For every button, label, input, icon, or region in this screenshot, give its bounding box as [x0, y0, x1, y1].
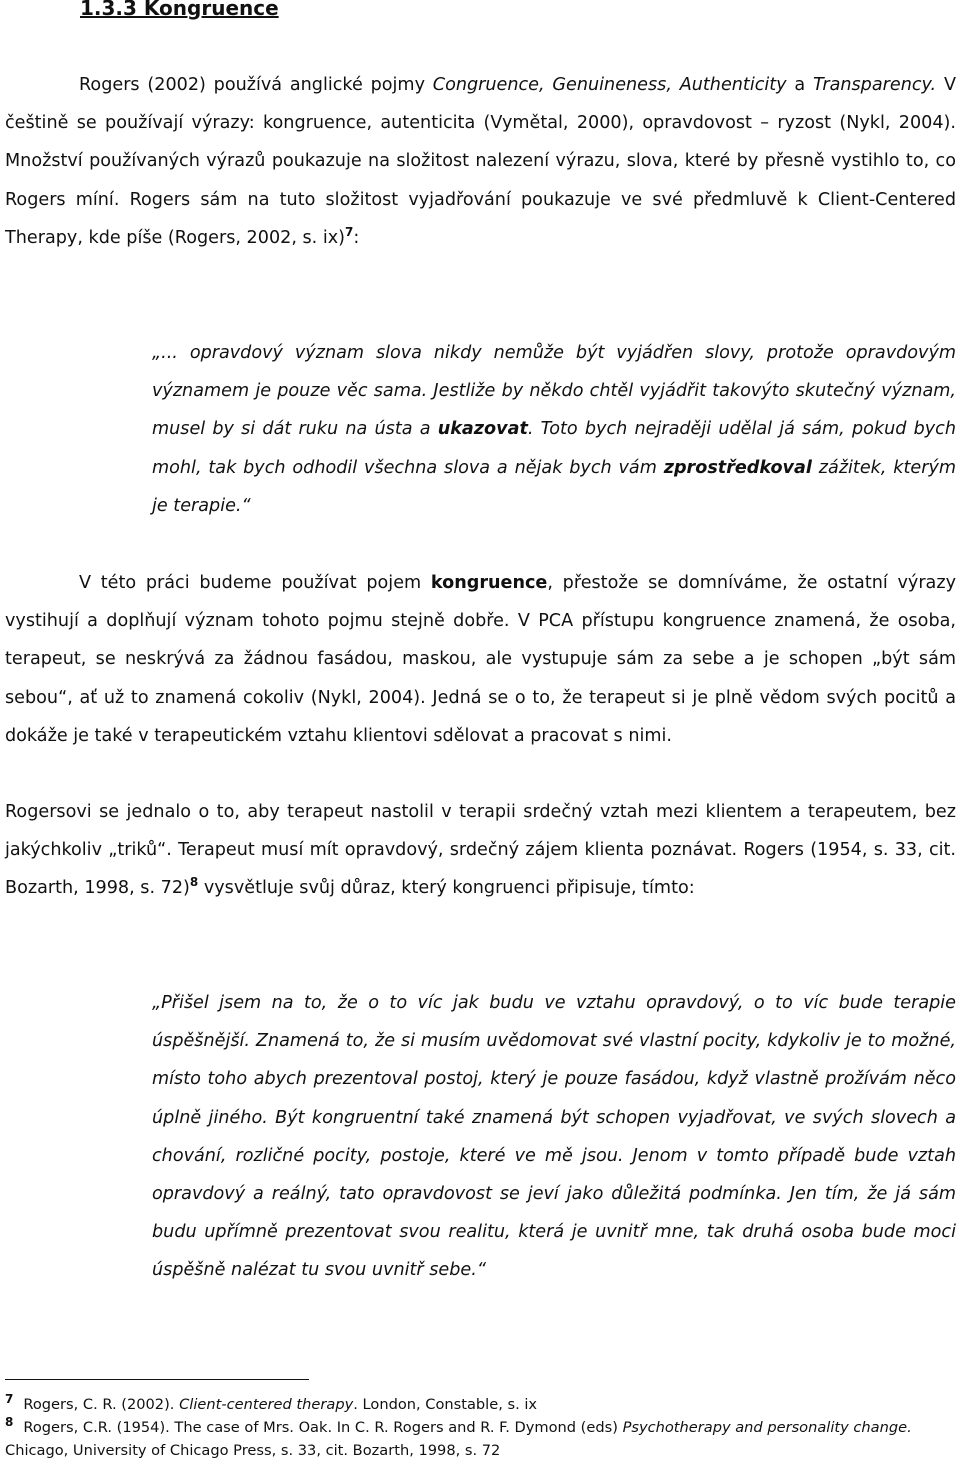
- footnote-8: [5, 1416, 945, 1462]
- block-quote-2: „Přišel jsem na to, že o to víc jak budu ve vztahu opravdový, o to víc bude terapie úspěšnější. Znamená to, že si musím uvědomovat své vlastní pocity, kdykoliv je to možné, místo toho abych prezentoval postoj, který je pouze fasádou, když vlastně prožívám něco úplně jiného. Být kongruentní také znamená být schopen vyjadřovat, ve svých slovech a chování, rozličné pocity, postoje, které ve mě jsou. Jenom v tomto případě bude vztah opravdový a reálný, tato opravdovost se jeví jako důležitá podmínka. Jen tím, že já sám budu upřímně prezentovat svou realitu, která je uvnitř mne, tak druhá osoba bude moci úspěšně nalézat tu svou uvnitř sebe.“: [152, 993, 956, 1281]
- paragraph-text: , přestože se domníváme, že ostatní výrazy vystihují a doplňují význam tohoto pojmu stejně dobře. V PCA přístupu kongruence znamená, že osoba, terapeut, se neskrývá za žádnou fasádou, maskou, ale vystupuje sám za sebe a je schopen „být sám sebou“, ať už to znamená cokoliv (Nykl, 2004). Jedná se o to, že terapeut si je plně vědom svých pocitů a dokáže je také v terapeutickém vztahu klientovi sdělovat a pracovat s nimi.: [5, 573, 956, 746]
- book-title: Client-centered therapy: [179, 1396, 354, 1413]
- footnote-mark: 8: [5, 1415, 14, 1430]
- footnote-text: Rogers, C.R. (1954). The case of Mrs. Oak. In C. R. Rogers and R. F. Dymond (eds): [23, 1419, 623, 1436]
- paragraph-congruence: [5, 564, 956, 755]
- footnote-ref-8[interactable]: 8: [189, 875, 199, 890]
- english-terms: Congruence, Genuineness, Authenticity: [432, 75, 787, 95]
- paragraph-text: vysvětluje svůj důraz, který kongruenci připisuje, tímto:: [198, 878, 695, 899]
- book-title: Psychotherapy and personality change.: [622, 1419, 912, 1436]
- paragraph-text: :: [353, 227, 360, 248]
- paragraph-text: Rogersovi se jednalo o to, aby terapeut nastolil v terapii srdečný vztah mezi klientem a terapeutem, bez jakýchkoliv „triků“. Terapeut musí mít opravdový, srdečný zájem klienta poznávat. Rogers (1954, s. 33, cit. Bozarth, 1998, s. 72): [5, 802, 956, 899]
- paragraph-intro: [5, 66, 956, 257]
- block-quote-1: [152, 334, 956, 525]
- paragraph-text: Rogers (2002) používá anglické pojmy: [79, 75, 433, 95]
- footnote-ref-7[interactable]: 7: [345, 224, 354, 239]
- section-heading: 1.3.3 Kongruence: [80, 0, 279, 20]
- footnote-separator: [5, 1379, 309, 1380]
- quote-text: „... opravdový význam slova nikdy nemůže být vyjádřen slovy, protože opravdovým významem je pouze věc sama. Jestliže by někdo chtěl vyjádřit takovýto skutečný význam, musel by si dát ruku na ústa a: [152, 343, 956, 440]
- emphasis-zprostredkoval: zprostředkoval: [663, 457, 812, 478]
- paragraph-text: V této práci budeme používat pojem: [79, 573, 431, 593]
- quote-text: zážitek, kterým je terapie.“: [152, 457, 956, 516]
- footnote-text: Chicago, University of Chicago Press, s. 33, cit. Bozarth, 1998, s. 72: [5, 1442, 501, 1459]
- footnote-7: [5, 1393, 945, 1416]
- paragraph-rogers: [5, 793, 956, 908]
- english-term: Transparency.: [812, 75, 937, 95]
- quote-text: . Toto bych nejraději udělal já sám, pokud bych mohl, tak bych odhodil všechna slova a nějak bych vám: [152, 419, 957, 478]
- footnote-text: . London, Constable, s. ix: [353, 1396, 538, 1413]
- paragraph-text: a: [786, 75, 813, 95]
- emphasis-kongruence: kongruence: [430, 573, 548, 593]
- footnote-mark: 7: [5, 1392, 14, 1407]
- footnote-text: Rogers, C. R. (2002).: [23, 1396, 180, 1413]
- paragraph-text: V češtině se používají výrazy: kongruence, autenticita (Vymětal, 2000), opravdovost – ryzost (Nykl, 2004). Množství používaných výrazů poukazuje na složitost nalezení výrazu, slova, které by přesně vystihlo to, co Rogers míní. Rogers sám na tuto složitost vyjadřování poukazuje ve své předmluvě k Client-Centered Therapy, kde píše (Rogers, 2002, s. ix): [5, 75, 956, 248]
- emphasis-ukazovat: ukazovat: [437, 419, 528, 440]
